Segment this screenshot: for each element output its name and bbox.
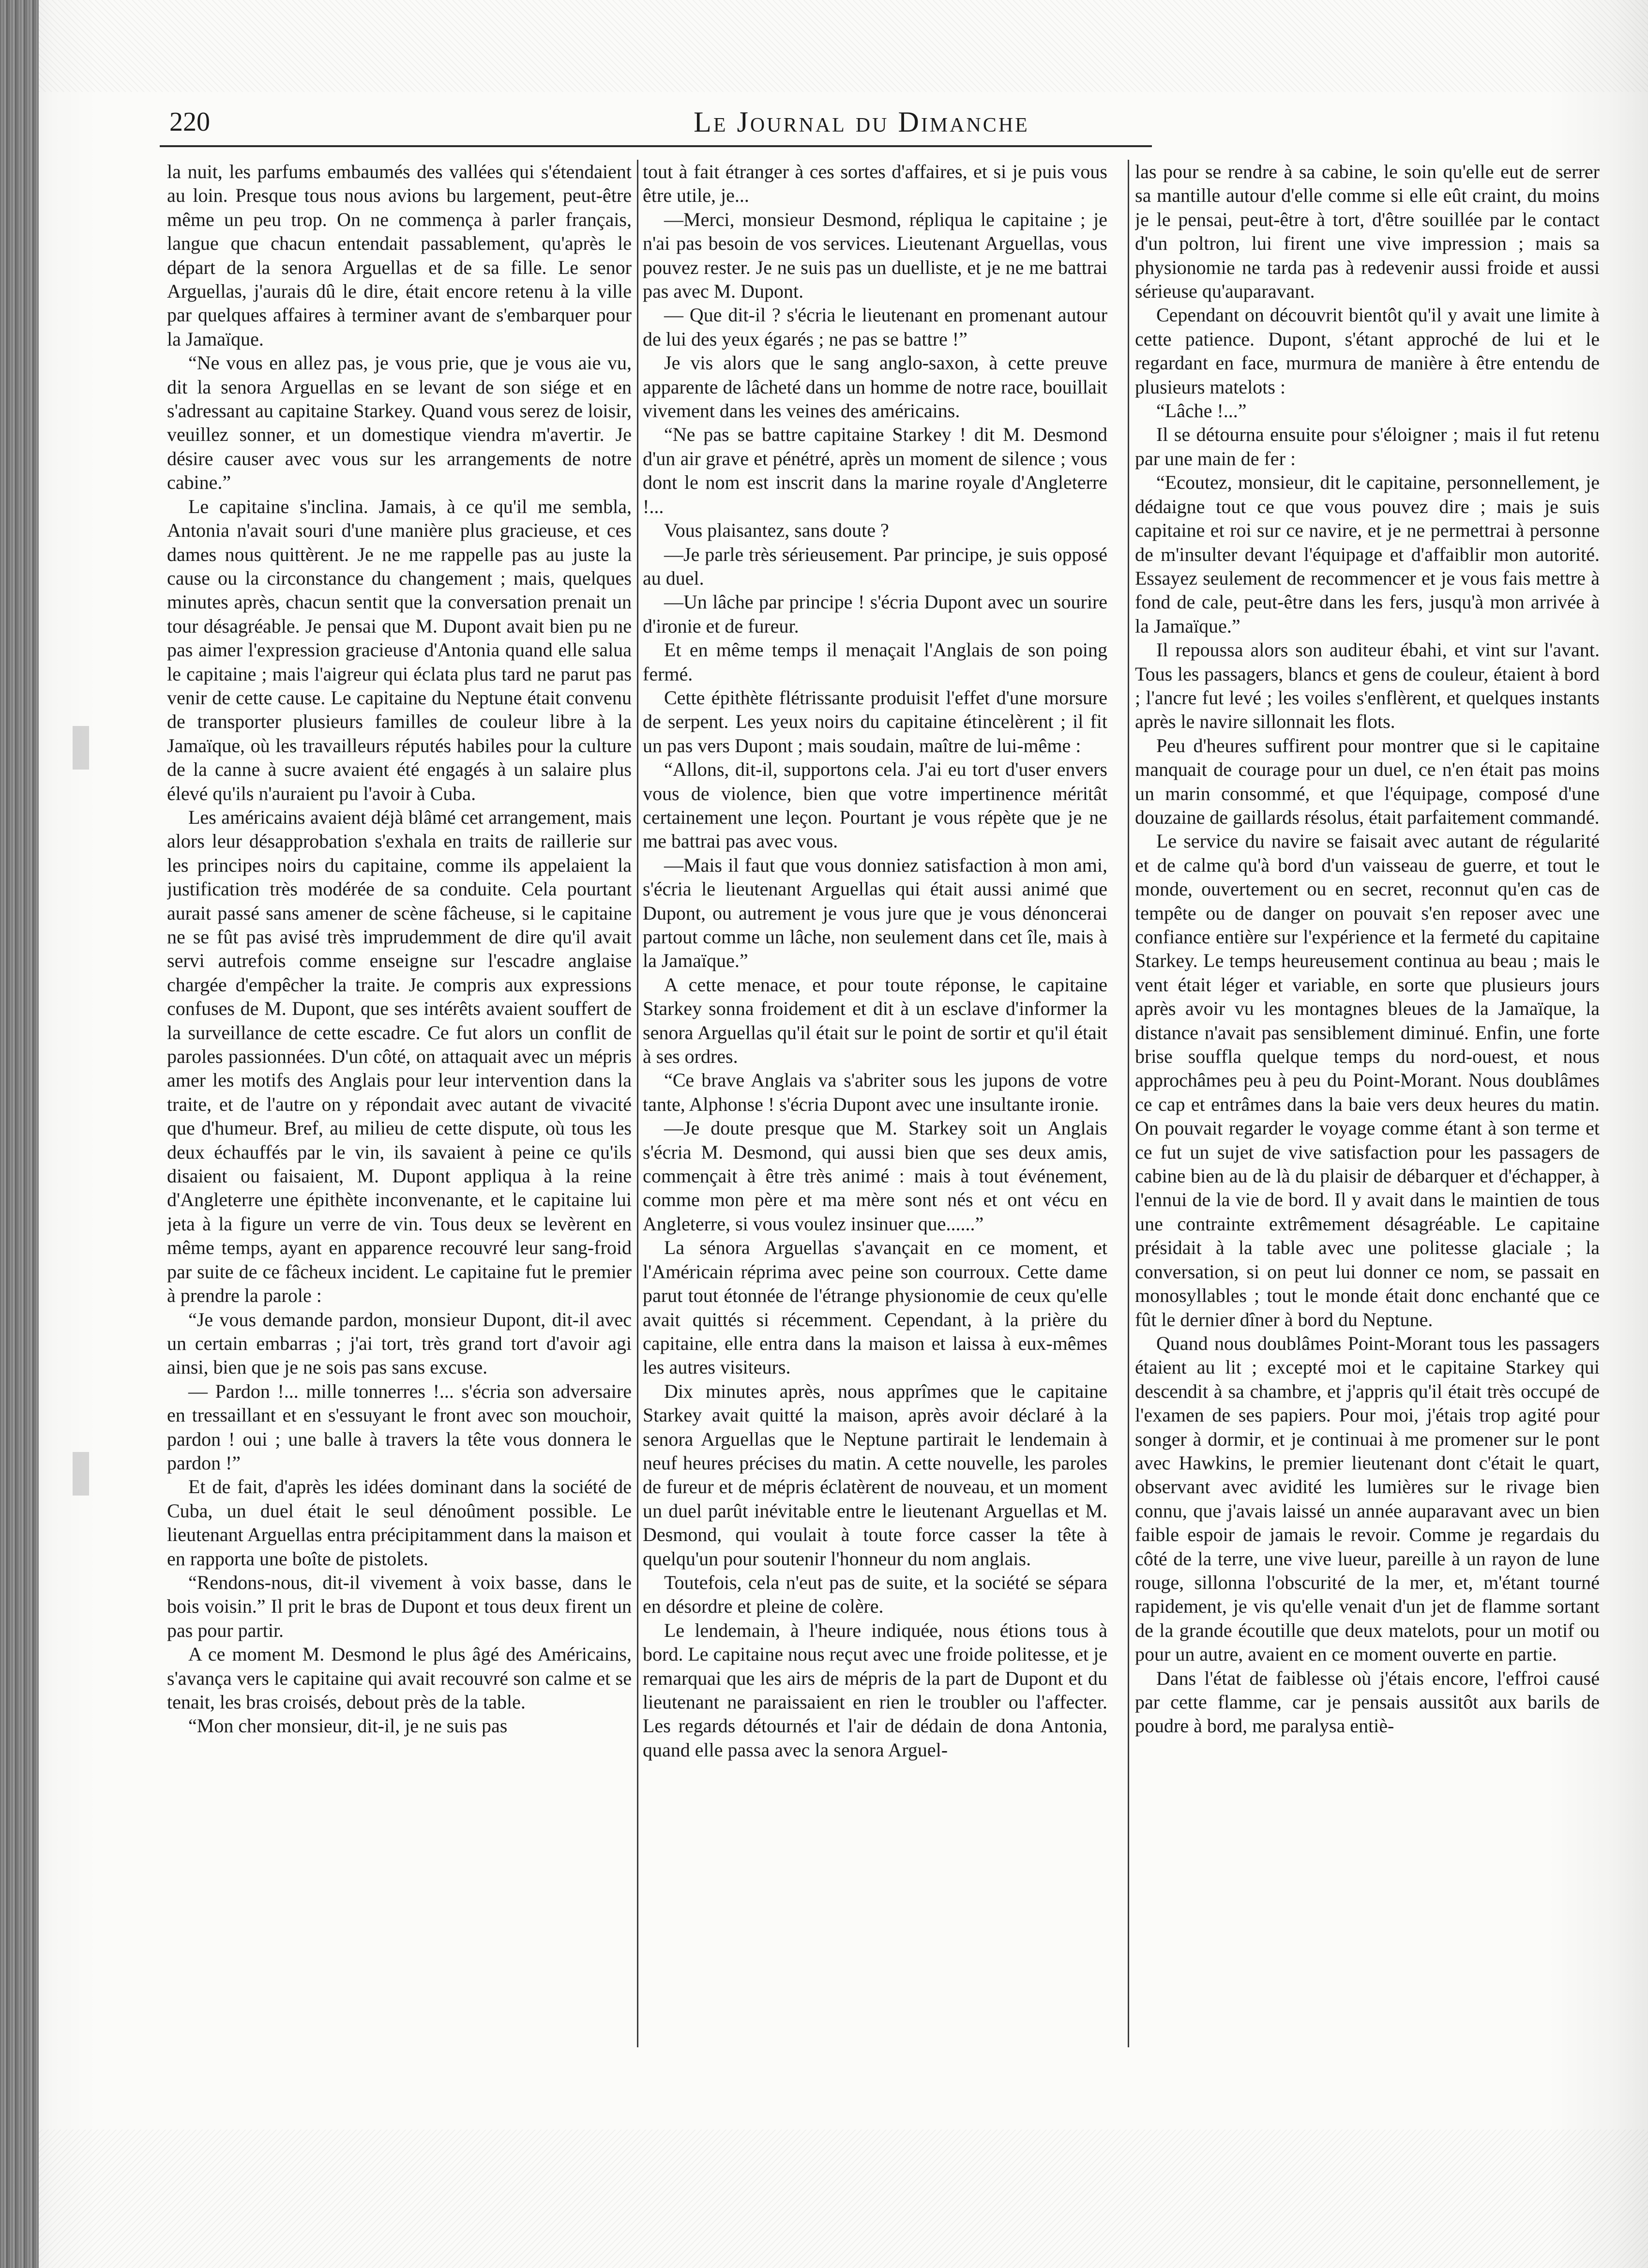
paragraph: A ce moment M. Desmond le plus âgé des Américains, s'avança vers le capitaine qui avait recouvré son calme et se tenait, les bras croisés, debout près de la table. [167,1643,632,1713]
paragraph: —Je doute presque que M. Starkey soit un Anglais s'écria M. Desmond, qui aussi bien que ses deux amis, commençait à être très animé : mais à tout événement, comme mon père et ma mère sont nés et ont vécu en Angleterre, si vous voulez insinuer que......” [643,1117,1107,1235]
paragraph: “Mon cher monsieur, dit-il, je ne suis pas [188,1715,508,1737]
paragraph: “Ecoutez, monsieur, dit le capitaine, personnellement, je dédaigne tout ce que vous pouvez dire ; mais je suis capitaine et roi sur ce navire, et je ne permettrai à personne de m'insulter devant l'équipage et d'affaiblir mon autorité. Essayez seulement de recommencer et je vous fais mettre à fond de cale, peut-être dans les fers, jusqu'à mon arrivée à la Jamaïque.” [1135,471,1600,637]
header-rule [160,145,1152,147]
paragraph: “Allons, dit-il, supportons cela. J'ai eu tort d'user envers vous de violence, bien que votre impertinence méritât certainement une leçon. Pourtant je vous répète que je ne me battrai pas avec vous. [643,758,1107,852]
paragraph: Le service du navire se faisait avec autant de régularité et de calme qu'à bord d'un vaisseau de guerre, et tout le monde, ouvertement ou en secret, reconnut qu'en cas de tempête ou de danger on pouvait s'en reposer avec une confiance entière sur l'expérience et la fermeté du capitaine Starkey. Le temps heureusement continua au beau ; mais le vent était léger et variable, en sorte que plusieurs jours après avoir vu les montagnes bleues de la Jamaïque, la distance n'avait pas sensiblement diminué. Enfin, une forte brise souffla quelque temps du nord-ouest, et nous approchâmes peu à peu du Point-Morant. Nous doublâmes ce cap et entrâmes dans la baie vers deux heures du matin. On pouvait regarder le voyage comme étant à son terme et ce fut un sujet de vive satisfaction pour les passagers de cabine bien au de là du plaisir de débarquer et d'échapper, à l'ennui de la vie de bord. Il y avait dans le maintien de tous une contrainte extrêmement désagréable. Le capitaine présidait à la table avec une politesse glaciale ; la conversation, si on peut lui donner ce nom, se passait en monosyllables ; tout le monde était donc enchanté que ce fût le dernier dîner à bord du Neptune. [1135,830,1600,1331]
page-number: 220 [169,107,210,137]
paragraph: —Je parle très sérieusement. Par principe, je suis opposé au duel. [643,543,1107,589]
column-divider [637,160,638,2047]
paragraph: tout à fait étranger à ces sortes d'affaires, et si je puis vous être utile, je... [643,161,1107,207]
paper-texture-bottom [39,2130,1648,2268]
paragraph: “Je vous demande pardon, monsieur Dupont, dit-il avec un certain embarras ; j'ai tort, très grand tort d'avoir agi ainsi, bien que je ne sois pas sans excuse. [167,1308,632,1378]
paragraph: Les américains avaient déjà blâmé cet arrangement, mais alors leur désapprobation s'exhala en traits de raillerie sur les principes noirs du capitaine, comme ils appelaient la justification très modérée de sa conduite. Cela pourtant aurait passé sans amener de scène fâcheuse, si le capitaine ne se fût pas avisé très imprudemment de dire qu'il avait servi autrefois comme enseigne sur l'escadre anglaise chargée d'empêcher la traite. Je compris aux expressions confuses de M. Dupont, que ses intérêts avaient souffert de la surveillance de cette escadre. Ce fut alors un conflit de paroles passionnées. D'un côté, on attaquait avec un mépris amer les motifs des Anglais pour leur intervention dans la traite, et de l'autre on y répondait avec autant de vivacité que d'humeur. Bref, au milieu de cette dispute, où tous les deux échauffés par le vin, ils savaient à peine ce qu'ils disaient ou faisaient, M. Dupont appliqua à la reine d'Angleterre une épithète inconvenante, et le capitaine lui jeta à la figure un verre de vin. Tous deux se levèrent en même temps, ayant en apparence recouvré leur sang-froid par suite de ce fâcheux incident. Le capitaine fut le premier à prendre la parole : [167,806,632,1307]
paper-texture-top [39,0,1648,92]
paragraph: La sénora Arguellas s'avançait en ce moment, et l'Américain réprima avec peine son courroux. Cette dame parut tout étonnée de l'étrange physionomie de ceux qu'elle avait quittés si récemment. Cependant, à la prière du capitaine, elle entra dans la maison et laissa à eux-mêmes les autres visiteurs. [643,1237,1107,1378]
text-column-2 [643,160,1107,2076]
text-column-1 [167,160,632,2076]
paragraph: A cette menace, et pour toute réponse, le capitaine Starkey sonna froidement et dit à un esclave d'informer la senora Arguellas qu'il était sur le point de sortir et qu'il était à ses ordres. [643,973,1107,1068]
margin-stain [73,1452,89,1496]
paragraph: “Ce brave Anglais va s'abriter sous les jupons de votre tante, Alphonse ! s'écria Dupont avec une insultante ironie. [643,1069,1107,1115]
running-title: Le Journal du Dimanche [694,106,1029,138]
margin-stain [73,726,89,770]
paragraph: Le capitaine s'inclina. Jamais, à ce qu'il me sembla, Antonia n'avait souri d'une manière plus gracieuse, et ces dames nous quittèrent. Je ne me rappelle pas au juste la cause ou la circonstance du changement ; mais, quelques minutes après, chacun sentit que la conversation prenait un tour désagréable. Je pensai que M. Dupont avait bien pu ne pas aimer l'expression gracieuse d'Antonia quand elle salua le capitaine ; mais l'aigreur qui éclata plus tard ne parut pas venir de cette cause. Le capitaine du Neptune était convenu de transporter plusieurs familles de couleur libre à la Jamaïque, où les travailleurs réputés habiles pour la culture de la canne à sucre avaient été engagés à un salaire plus élevé qu'ils n'auraient pu l'avoir à Cuba. [167,495,632,804]
paragraph: las pour se rendre à sa cabine, le soin qu'elle eut de serrer sa mantille autour d'elle comme si elle eût craint, du moins je le pensai, peut-être à tort, d'être souillée par le contact d'un poltron, lui firent une vive impression ; mais sa physionomie ne tarda pas à redevenir aussi froide et aussi sérieuse qu'auparavant. [1135,161,1600,302]
paragraph: “Lâche !...” [1156,400,1247,422]
paragraph: Et en même temps il menaçait l'Anglais de son poing fermé. [643,639,1107,685]
paragraph: “Rendons-nous, dit-il vivement à voix basse, dans le bois voisin.” Il prit le bras de Dupont et tous deux firent un pas pour partir. [167,1571,632,1641]
paragraph: Dans l'état de faiblesse où j'étais encore, l'effroi causé par cette flamme, car je pensais aussitôt aux barils de poudre à bord, me paralysa entiè- [1135,1667,1600,1737]
paragraph: Cependant on découvrit bientôt qu'il y avait une limite à cette patience. Dupont, s'étant approché de lui et le regardant en face, murmura de manière à être entendu de plusieurs matelots : [1135,304,1600,398]
paragraph: Il se détourna ensuite pour s'éloigner ; mais il fut retenu par une main de fer : [1135,423,1600,469]
paragraph: “Ne vous en allez pas, je vous prie, que je vous aie vu, dit la senora Arguellas en se levant de son siége et en s'adressant au capitaine Starkey. Quand vous serez de loisir, veuillez sonner, et un domestique viendra m'avertir. Je désire causer avec vous sur les arrangements de notre cabine.” [167,352,632,494]
paragraph: Peu d'heures suffirent pour montrer que si le capitaine manquait de courage pour un duel, ce n'en était pas moins un marin consommé, et que l'équipage, composé d'une douzaine de gaillards résolus, était parfaitement commandé. [1135,734,1600,828]
paragraph: —Un lâche par principe ! s'écria Dupont avec un sourire d'ironie et de fureur. [643,591,1107,637]
book-binding-edge [0,0,39,2268]
paragraph: Il repoussa alors son auditeur ébahi, et vint sur l'avant. Tous les passagers, blancs et gens de couleur, étaient à bord ; l'ancre fut levé ; les voiles s'enflèrent, et quelques instants après le navire sillonnait les flots. [1135,639,1600,733]
paragraph: Dix minutes après, nous apprîmes que le capitaine Starkey avait quitté la maison, après avoir déclaré à la senora Arguellas que le Neptune partirait le lendemain à neuf heures précises du matin. A cette nouvelle, les paroles de fureur et de mépris éclatèrent de nouveau, et un moment un duel parût inévitable entre le lieutenant Arguellas et M. Desmond, qui voulait à toute force casser la tête à quelqu'un pour soutenir l'honneur du nom anglais. [643,1380,1107,1570]
paragraph: Cette épithète flétrissante produisit l'effet d'une morsure de serpent. Les yeux noirs du capitaine étincelèrent ; il fit un pas vers Dupont ; mais soudain, maître de lui-même : [643,686,1107,756]
paragraph: Je vis alors que le sang anglo-saxon, à cette preuve apparente de lâcheté dans un homme de notre race, bouillait vivement dans les veines des américains. [643,352,1107,422]
paragraph: — Que dit-il ? s'écria le lieutenant en promenant autour de lui des yeux égarés ; ne pas se battre !” [643,304,1107,350]
column-divider [1128,160,1129,2047]
paragraph: — Pardon !... mille tonnerres !... s'écria son adversaire en tressaillant et en s'essuyant le front avec son mouchoir, pardon ! oui ; une balle à travers la tête vous donnera le pardon !” [167,1380,632,1474]
text-column-3 [1135,160,1600,2076]
paragraph: Le lendemain, à l'heure indiquée, nous étions tous à bord. Le capitaine nous reçut avec une froide politesse, et je remarquai que les airs de mépris de la part de Dupont et du lieutenant ne paraissaient en rien le troubler ou l'affecter. Les regards détournés et l'air de dédain de dona Antonia, quand elle passa avec la senora Arguel- [643,1619,1107,1761]
paragraph: la nuit, les parfums embaumés des vallées qui s'étendaient au loin. Presque tous nous avions bu largement, peut-être même un peu trop. On ne commença à parler français, langue que chacun entendait passablement, qu'après le départ de la senora Arguellas et de sa fille. Le senor Arguellas, j'aurais dû le dire, était encore retenu à la ville par quelques affaires à terminer avant de s'embarquer pour la Jamaïque. [167,161,632,350]
paragraph: Et de fait, d'après les idées dominant dans la société de Cuba, un duel était le seul dénoûment possible. Le lieutenant Arguellas entra précipitamment dans la maison et en rapporta une boîte de pistolets. [167,1476,632,1570]
paragraph: Toutefois, cela n'eut pas de suite, et la société se sépara en désordre et pleine de colère. [643,1571,1107,1618]
paragraph: Vous plaisantez, sans doute ? [664,519,889,542]
paragraph: Quand nous doublâmes Point-Morant tous les passagers étaient au lit ; excepté moi et le capitaine Starkey qui descendit à sa chambre, et j'appris qu'il était très occupé de l'examen de ses papiers. Pour moi, j'étais trop agité pour songer à dormir, et je continuai à me promener sur le pont avec Hawkins, le premier lieutenant dont c'était le quart, observant avec avidité les lumières sur le rivage bien connu, que j'avais laissé un année auparavant avec un bien faible espoir de jamais le revoir. Comme je regardais du côté de la terre, une vive lueur, pareille à un rayon de lune rouge, sillonna l'obscurité de la mer, et, m'étant tourné rapidement, je vis qu'elle venait d'un jet de flamme sortant de la grande écoutille que deux matelots, pour un motif ou pour un autre, avaient en ce moment ouverte en partie. [1135,1332,1600,1665]
paragraph: “Ne pas se battre capitaine Starkey ! dit M. Desmond d'un air grave et pénétré, après un moment de silence ; vous dont le nom est inscrit dans la marine royale d'Angleterre !... [643,423,1107,517]
paragraph: —Mais il faut que vous donniez satisfaction à mon ami, s'écria le lieutenant Arguellas qui était aussi animé que Dupont, ou autrement je vous jure que je vous dénoncerai partout comme un lâche, non seulement dans cet île, mais à la Jamaïque.” [643,854,1107,972]
paragraph: —Merci, monsieur Desmond, répliqua le capitaine ; je n'ai pas besoin de vos services. Lieutenant Arguellas, vous pouvez rester. Je ne suis pas un duelliste, et je ne me battrai pas avec M. Dupont. [643,208,1107,302]
